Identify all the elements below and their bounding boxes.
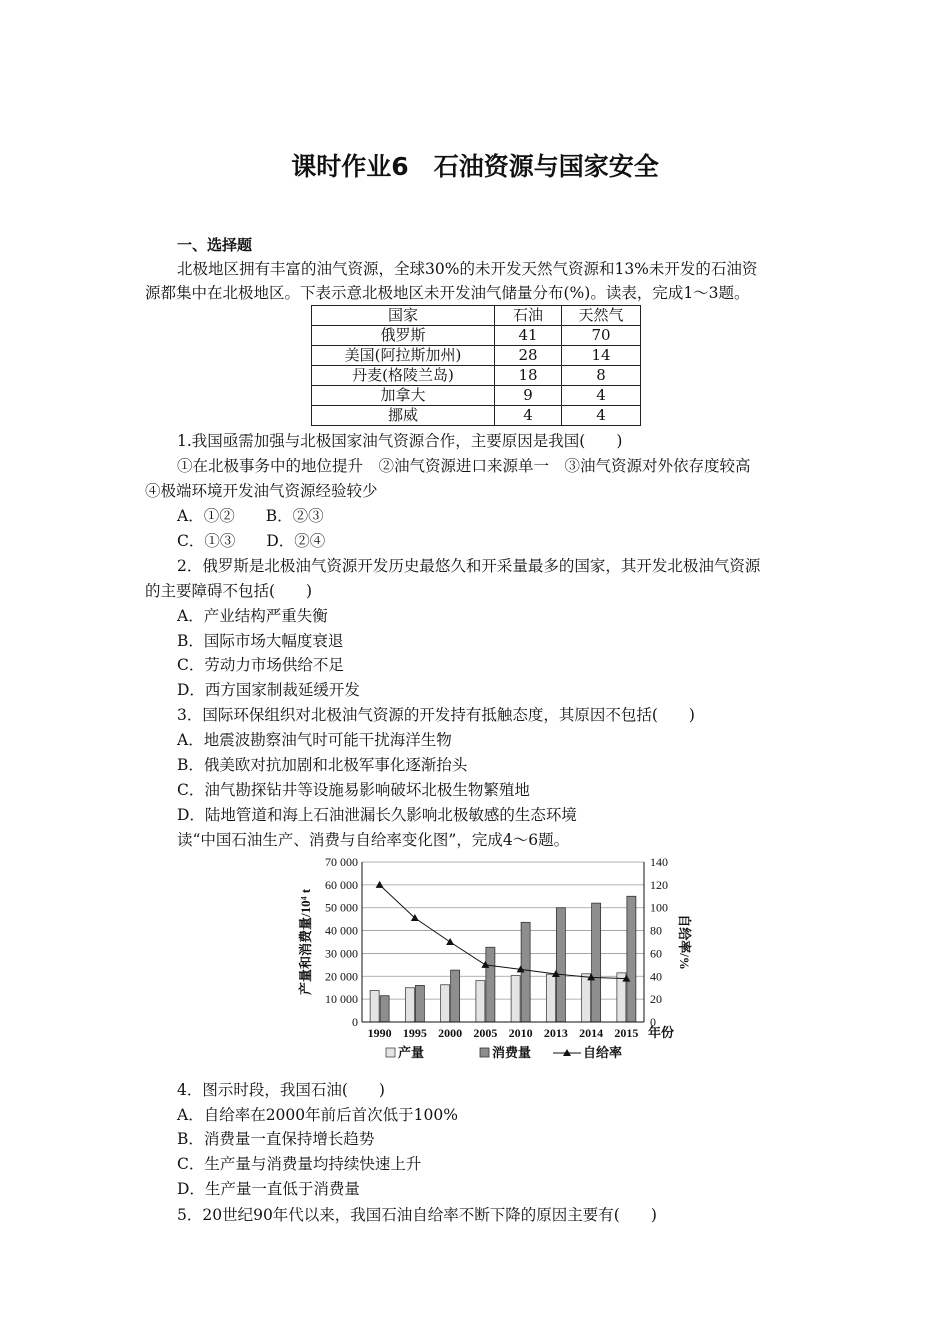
- production-bar: [511, 976, 520, 1022]
- production-bar: [476, 981, 485, 1022]
- q3-option-b: B．俄美欧对抗加剧和北极军事化逐渐抬头: [177, 756, 468, 774]
- q4-stem: 4．图示时段，我国石油( ): [177, 1081, 385, 1099]
- table-cell: 4: [495, 406, 562, 426]
- table-cell: 14: [562, 346, 641, 366]
- y-tick-label: 40 000: [325, 923, 358, 938]
- q1-items-line-1: ①在北极事务中的地位提升 ②油气资源进口来源单一 ③油气资源对外依存度较高: [177, 457, 751, 475]
- production-bar: [441, 985, 450, 1022]
- y-tick-label: 60 000: [325, 877, 358, 892]
- table-cell: 挪威: [312, 406, 495, 426]
- y2-tick-label: 20: [650, 992, 662, 1007]
- table-cell: 18: [495, 366, 562, 386]
- table-cell: 4: [562, 386, 641, 406]
- table-cell: 4: [562, 406, 641, 426]
- consumption-bar: [415, 985, 424, 1022]
- legend-production-swatch: [386, 1048, 395, 1057]
- consumption-bar: [380, 996, 389, 1022]
- y-tick-label: 10 000: [325, 992, 358, 1007]
- intro-line-1: 北极地区拥有丰富的油气资源，全球30%的未开发天然气资源和13%未开发的石油资: [177, 260, 758, 278]
- q3-option-c: C．油气勘探钻井等设施易影响破坏北极生物繁殖地: [177, 781, 530, 799]
- oil-gas-table: [311, 305, 641, 426]
- q3-stem: 3．国际环保组织对北极油气资源的开发持有抵触态度，其原因不包括( ): [177, 706, 695, 724]
- y-tick-label: 30 000: [325, 946, 358, 961]
- y-axis-label: 产量和消费量/10⁴ t: [298, 888, 313, 996]
- q1-options-ab: A．①② B．②③: [177, 507, 324, 525]
- q2-option-a: A．产业结构严重失衡: [177, 607, 328, 625]
- table-cell: 俄罗斯: [312, 326, 495, 346]
- production-bar: [546, 974, 555, 1022]
- intro-line-2: 源都集中在北极地区。下表示意北极地区未开发油气储量分布(%)。读表，完成1～3题。: [145, 284, 750, 302]
- table-header: 石油: [495, 306, 562, 326]
- x-tick-label: 2005: [473, 1026, 498, 1040]
- q4-option-a: A．自给率在2000年前后首次低于100%: [177, 1106, 458, 1124]
- q3-option-d: D．陆地管道和海上石油泄漏长久影响北极敏感的生态环境: [177, 806, 577, 824]
- q5-stem: 5．20世纪90年代以来，我国石油自给率不断下降的原因主要有( ): [177, 1206, 657, 1224]
- y2-tick-label: 0: [650, 1015, 656, 1029]
- production-bar: [405, 988, 414, 1022]
- self-sufficiency-line: [380, 885, 627, 979]
- table-row: [312, 326, 641, 346]
- x-tick-label: 2010: [508, 1026, 533, 1040]
- y2-tick-label: 40: [650, 969, 662, 984]
- table-cell: 70: [562, 326, 641, 346]
- table-row: [312, 366, 641, 386]
- x-tick-label: 2013: [543, 1026, 568, 1040]
- q1-stem: 1.我国亟需加强与北极国家油气资源合作，主要原因是我国( ): [177, 432, 623, 450]
- self-sufficiency-point: [446, 938, 454, 945]
- q2-stem-line-1: 2．俄罗斯是北极油气资源开发历史最悠久和开采量最多的国家，其开发北极油气资源: [177, 557, 761, 575]
- x-tick-label: 2000: [438, 1026, 463, 1040]
- table-header-row: [312, 306, 641, 326]
- table-cell: 28: [495, 346, 562, 366]
- q3-option-a: A．地震波勘察油气时可能干扰海洋生物: [177, 731, 452, 749]
- table-cell: 丹麦(格陵兰岛): [312, 366, 495, 386]
- y2-axis-label: 自给率/%: [677, 914, 692, 970]
- x-tick-label: 1995: [402, 1026, 427, 1040]
- table-cell: 9: [495, 386, 562, 406]
- y-tick-label: 70 000: [325, 855, 358, 869]
- q2-option-c: C．劳动力市场供给不足: [177, 656, 344, 674]
- x-tick-label: 1990: [367, 1026, 392, 1040]
- consumption-bar: [556, 908, 565, 1022]
- q2-option-b: B．国际市场大幅度衰退: [177, 632, 344, 650]
- y-tick-label: 20 000: [325, 969, 358, 984]
- table-cell: 8: [562, 366, 641, 386]
- q1-items-line-2: ④极端环境开发油气资源经验较少: [145, 482, 378, 500]
- q4-option-b: B．消费量一直保持增长趋势: [177, 1130, 375, 1148]
- consumption-bar: [486, 947, 495, 1022]
- page-title: 课时作业6 石油资源与国家安全: [291, 152, 659, 181]
- legend-consumption-label: 消费量: [492, 1045, 532, 1060]
- table-cell: 41: [495, 326, 562, 346]
- production-bar: [370, 990, 379, 1022]
- x-axis-label: 年份: [648, 1025, 675, 1040]
- consumption-bar: [627, 896, 636, 1022]
- y2-tick-label: 140: [650, 855, 668, 869]
- section-heading: 一、选择题: [177, 236, 253, 254]
- legend-consumption-swatch: [480, 1048, 489, 1057]
- q4-option-d: D．生产量一直低于消费量: [177, 1180, 360, 1198]
- consumption-bar: [451, 970, 460, 1022]
- table-cell: 美国(阿拉斯加州): [312, 346, 495, 366]
- self-sufficiency-point: [376, 881, 384, 888]
- table-cell: 加拿大: [312, 386, 495, 406]
- y-tick-label: 0: [352, 1015, 358, 1029]
- production-bar: [582, 974, 591, 1022]
- table-header: 国家: [312, 306, 495, 326]
- q1-options-cd: C．①③ D．②④: [177, 532, 326, 550]
- q2-option-d: D．西方国家制裁延缓开发: [177, 681, 360, 699]
- q2-stem-line-2: 的主要障碍不包括( ): [145, 582, 313, 600]
- y2-tick-label: 60: [650, 946, 662, 961]
- y2-tick-label: 120: [650, 877, 668, 892]
- table-header: 天然气: [562, 306, 641, 326]
- legend-rate-label: 自给率: [583, 1045, 623, 1060]
- q4-option-c: C．生产量与消费量均持续快速上升: [177, 1155, 422, 1173]
- table-row: [312, 346, 641, 366]
- chart-instruction: 读“中国石油生产、消费与自给率变化图”，完成4～6题。: [177, 831, 570, 849]
- x-tick-label: 2014: [579, 1026, 604, 1040]
- y2-tick-label: 100: [650, 900, 668, 915]
- consumption-bar: [592, 903, 601, 1022]
- legend-production-label: 产量: [398, 1045, 425, 1060]
- y-tick-label: 50 000: [325, 900, 358, 915]
- y2-tick-label: 80: [650, 923, 662, 938]
- table-row: [312, 406, 641, 426]
- oil-chart: [290, 850, 690, 1060]
- x-tick-label: 2015: [614, 1026, 639, 1040]
- table-row: [312, 386, 641, 406]
